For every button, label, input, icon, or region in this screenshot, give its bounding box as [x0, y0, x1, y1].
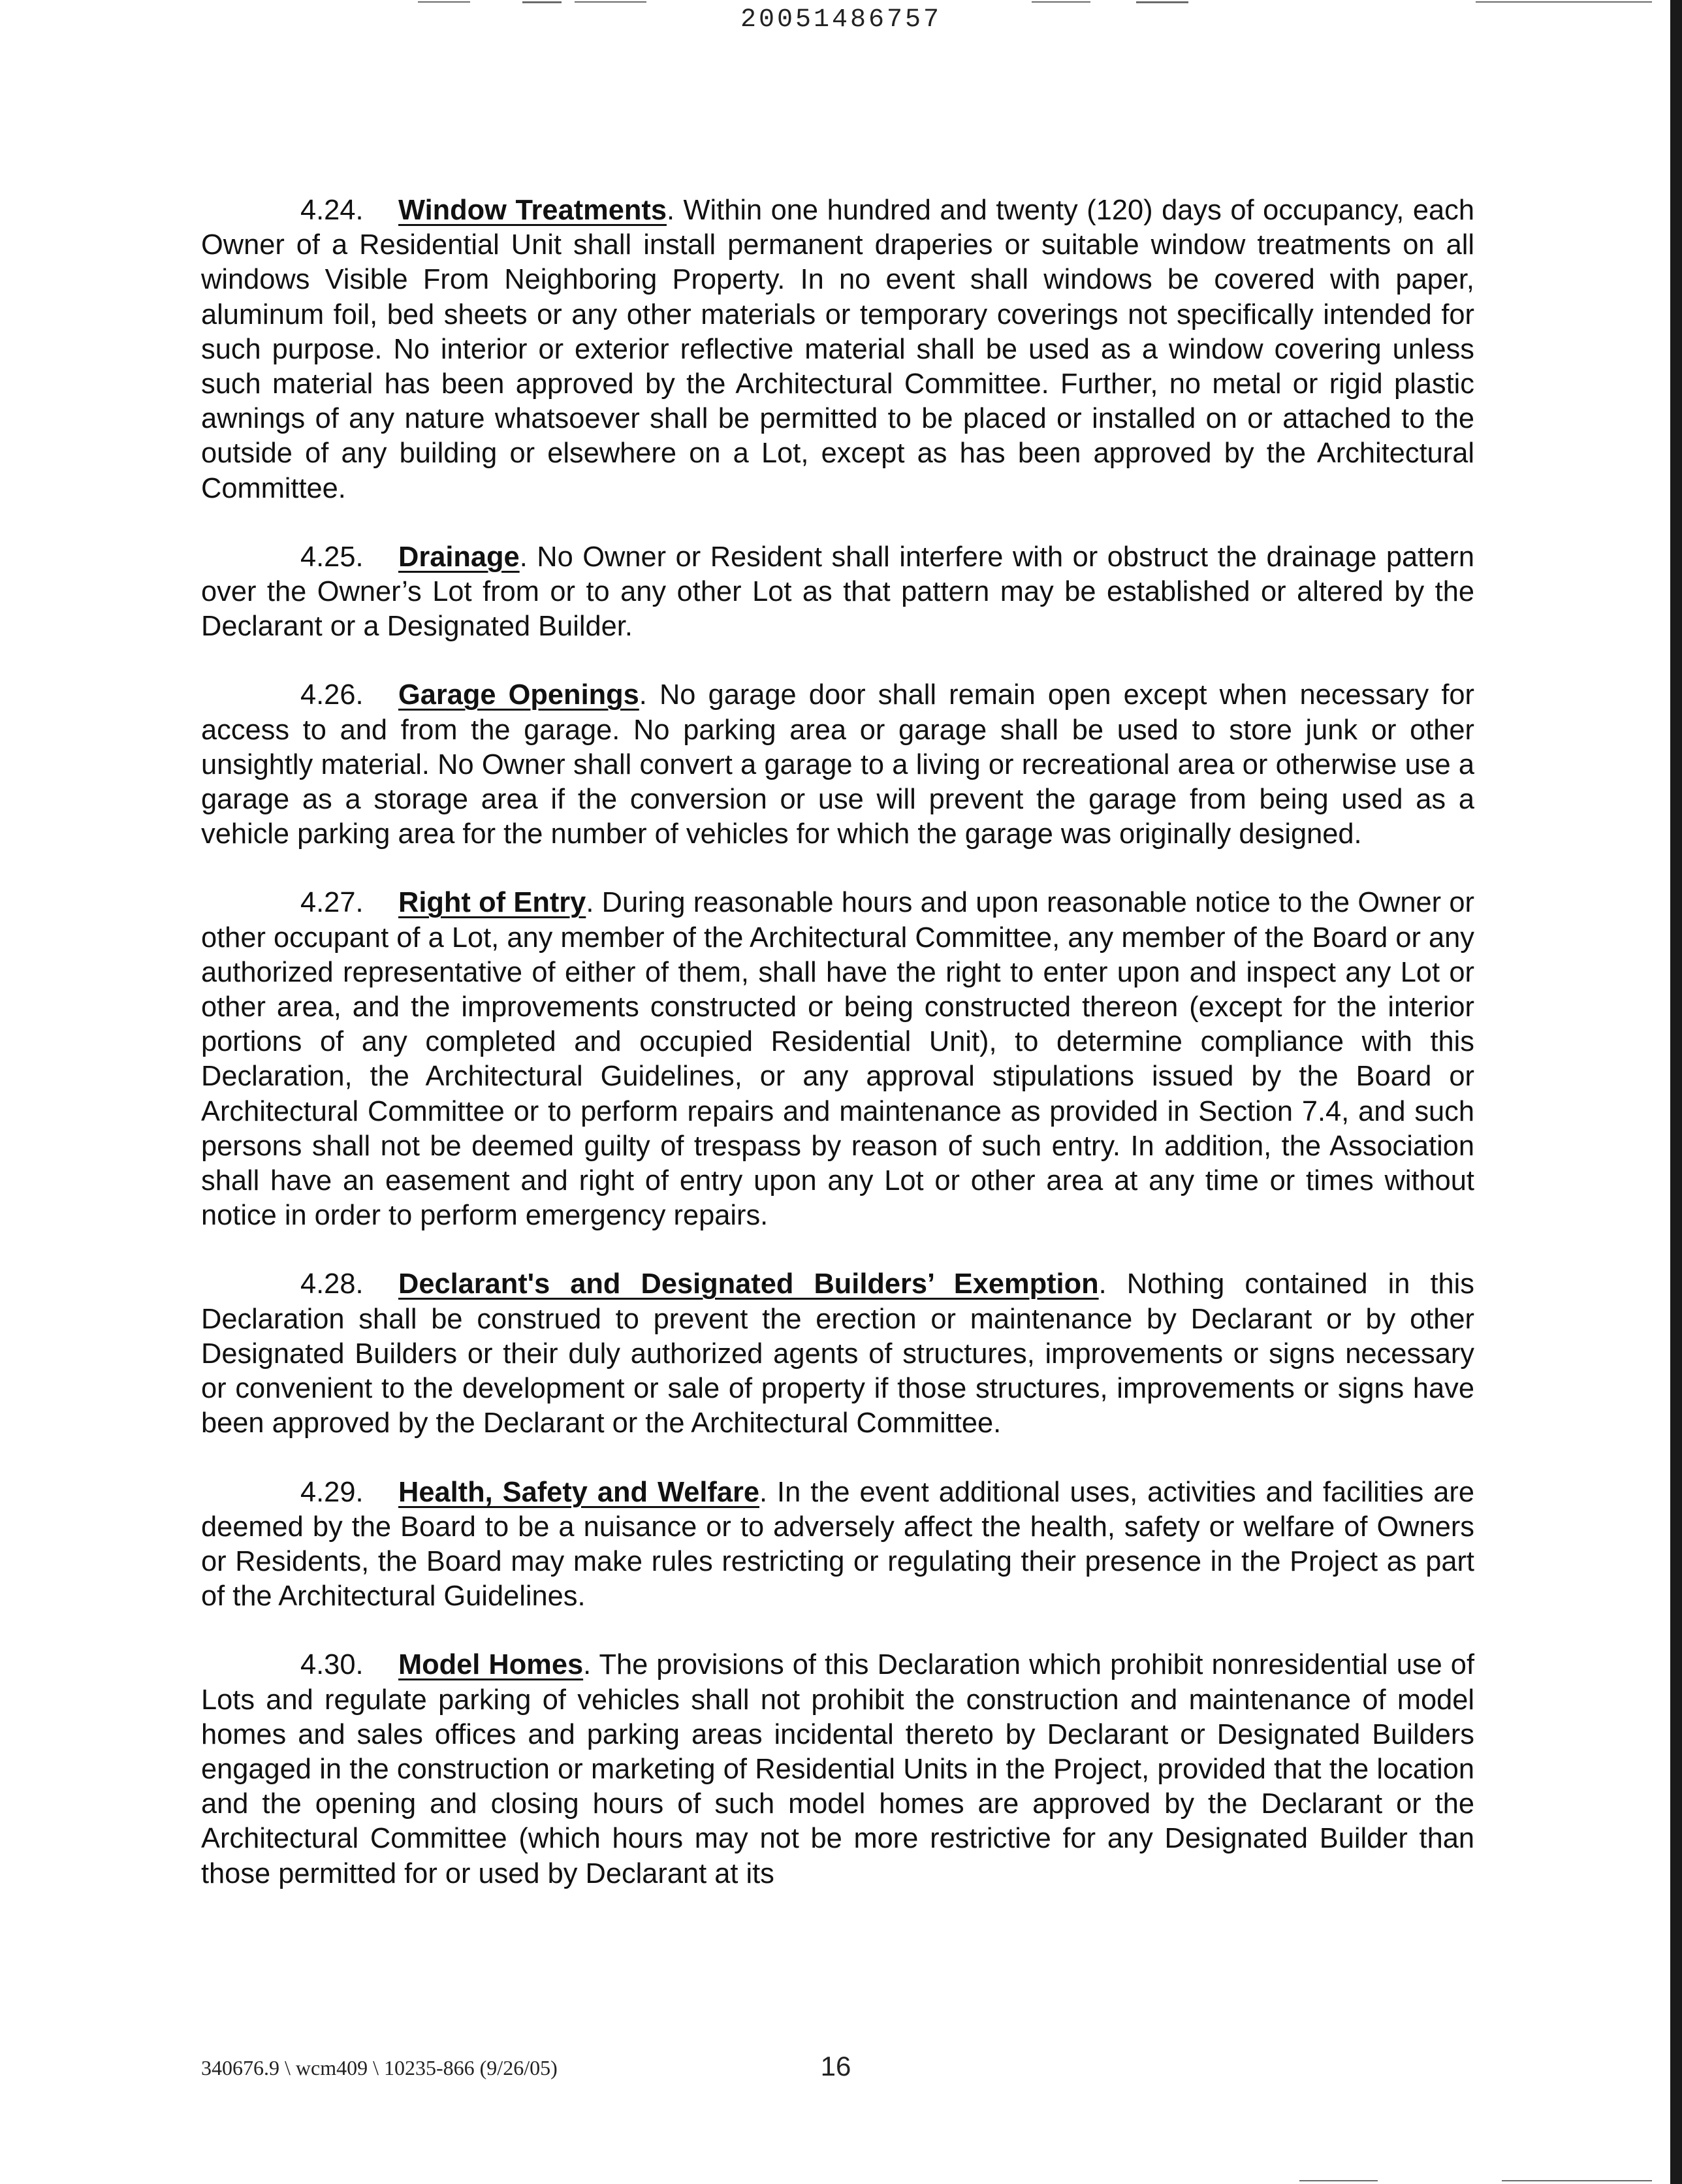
section-paragraph	[201, 886, 1474, 1233]
section-text: . In the event additional uses, activities and facilities are deemed by the Board to be a nuisance or to adversely affect the health, safety or welfare of Owners or Residents, the Board may make rules restricting or regulating their presence in the Project as part of the Architectural Guidelines.	[201, 1476, 1474, 1613]
section-heading: Health, Safety and Welfare	[398, 1476, 759, 1508]
section-paragraph	[201, 678, 1474, 852]
section-text: . The provisions of this Declaration which prohibit nonresidential use of Lots and regulate parking of vehicles shall not prohibit the construction and maintenance of model homes and sales offices and parking areas incidental thereto by Declarant or Designated Builders engaged in the construction or marketing of Residential Units in the Project, provided that the location and the opening and closing hours of such model homes are approved by the Declarant or the Architectural Committee (which hours may not be more restrictive for any Designated Builder than those permitted for or used by Declarant at its	[201, 1649, 1474, 1889]
section-text: . No Owner or Resident shall interfere with or obstruct the drainage pattern over the Owner’s Lot from or to any other Lot as that pattern may be established or altered by the Declarant or a Designated Builder.	[201, 541, 1474, 643]
document-body	[201, 193, 1474, 1925]
scan-edge-border	[1670, 0, 1682, 2184]
scan-artifact-line	[1136, 1, 1188, 3]
section-number: 4.26.	[300, 679, 364, 711]
section-paragraph	[201, 1475, 1474, 1614]
section-paragraph	[201, 193, 1474, 506]
scan-artifact-line	[575, 1, 646, 3]
section-text: . During reasonable hours and upon reasonable notice to the Owner or other occupant of a Lot, any member of the Architectural Committee, any member of the Board or any authorized representative of either of them, shall have the right to enter upon and inspect any Lot or other area, and the improvements constructed or being constructed thereon (except for the interior portions of any completed and occupied Residential Unit), to determine compliance with this Declaration, the Architectural Guidelines, or any approval stipulations issued by the Board or Architectural Committee or to perform repairs and maintenance as provided in Section 7.4, and such persons shall not be deemed guilty of trespass by reason of such entry. In addition, the Association shall have an easement and right of entry upon any Lot or other area at any time or times without notice in order to perform emergency repairs.	[201, 887, 1474, 1232]
section-number: 4.27.	[300, 887, 364, 919]
footer-reference: 340676.9 \ wcm409 \ 10235-866 (9/26/05)	[201, 2056, 558, 2080]
section-heading: Garage Openings	[398, 679, 639, 711]
section-number: 4.25.	[300, 541, 364, 573]
section-heading: Model Homes	[398, 1649, 584, 1681]
section-heading: Window Treatments	[398, 195, 667, 226]
section-paragraph	[201, 1648, 1474, 1891]
section-text: . No garage door shall remain open except when necessary for access to and from the garage. No parking area or garage shall be used to store junk or other unsightly material. No Owner shall convert a garage to a living or recreational area or otherwise use a garage as a storage area if the conversion or use will prevent the garage from being used as a vehicle parking area for the number of vehicles for which the garage was originally designed.	[201, 679, 1474, 850]
scan-artifact-line	[418, 1, 470, 3]
section-number: 4.28.	[300, 1268, 364, 1300]
scan-artifact-line	[1476, 1, 1652, 3]
page-number: 16	[820, 2051, 851, 2081]
section-heading: Right of Entry	[398, 887, 586, 919]
section-text: . Within one hundred and twenty (120) days of occupancy, each Owner of a Residential Unit shall install permanent draperies or suitable window treatments on all windows Visible From Neighboring Property. In no event shall windows be covered with paper, aluminum foil, bed sheets or any other materials or temporary coverings not specifically intended for such purpose. No interior or exterior reflective material shall be used as a window covering unless such material has been approved by the Architectural Committee. Further, no metal or rigid plastic awnings of any nature whatsoever shall be permitted to be placed or installed on or attached to the outside of any building or elsewhere on a Lot, except as has been approved by the Architectural Committee.	[201, 195, 1474, 504]
section-paragraph	[201, 540, 1474, 645]
scan-artifact-line	[1299, 2180, 1378, 2181]
scan-artifact-line	[522, 1, 562, 3]
section-paragraph	[201, 1267, 1474, 1441]
document-number: 20051486757	[740, 5, 942, 35]
section-heading: Declarant's and Designated Builders’ Exemption	[398, 1268, 1099, 1300]
section-heading: Drainage	[398, 541, 520, 573]
scan-artifact-line	[1502, 2180, 1652, 2181]
section-number: 4.29.	[300, 1476, 364, 1508]
section-number: 4.30.	[300, 1649, 364, 1681]
section-number: 4.24.	[300, 195, 364, 226]
section-text: . Nothing contained in this Declaration shall be construed to prevent the erection or maintenance by Declarant or by other Designated Builders or their duly authorized agents of structures, improvements or signs necessary or convenient to the development or sale of property if those structures, improvements or signs have been approved by the Declarant or the Architectural Committee.	[201, 1268, 1474, 1439]
scan-artifact-line	[1032, 1, 1090, 3]
